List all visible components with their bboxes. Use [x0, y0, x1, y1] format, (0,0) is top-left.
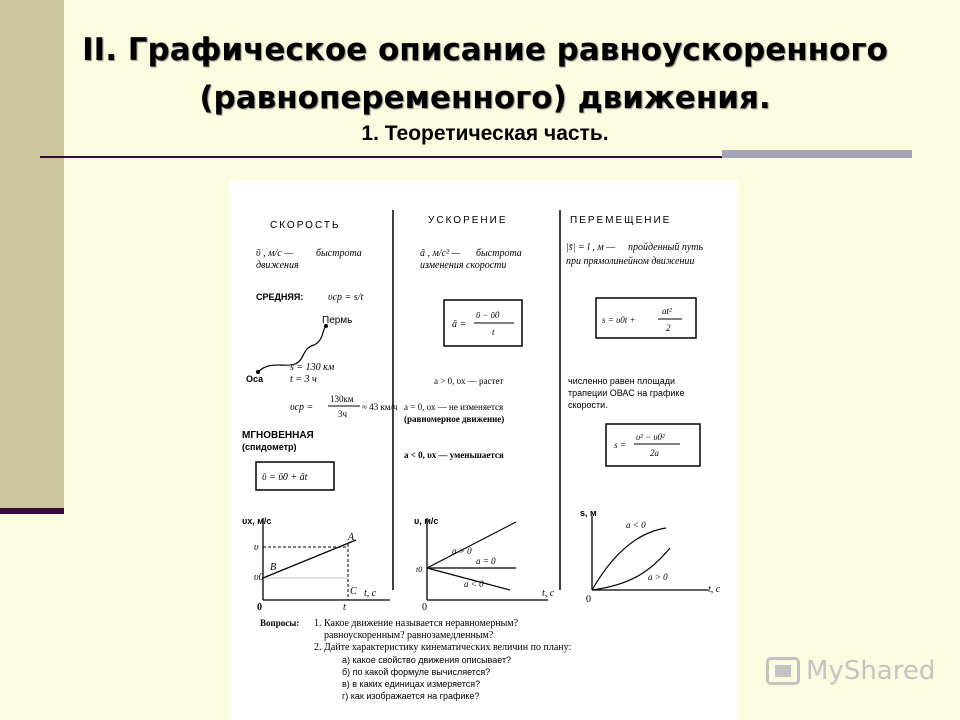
questions-label: Вопросы: — [260, 618, 300, 628]
heading-speed: СКОРОСТЬ — [270, 220, 341, 231]
city-end-label: Пермь — [322, 315, 353, 326]
instant-speed-note: (спидометр) — [242, 442, 297, 452]
accel-case-zero-note: (равномерное движение) — [404, 414, 505, 424]
disp-def-symbol: |s̄| = l , м — — [566, 242, 616, 253]
calc-left: υср = — [290, 402, 314, 413]
scanned-page — [230, 180, 738, 720]
question-2c: в) в каких единицах измеряется? — [342, 679, 481, 689]
question-2: 2. Дайте характеристику кинематических величин по плану: — [314, 642, 572, 653]
graph1-point-c: C — [350, 586, 357, 597]
avg-speed-label: СРЕДНЯЯ: — [256, 292, 304, 302]
calc-result: ≈ 43 км/ч — [362, 402, 398, 412]
graph1-xlabel: t, c — [364, 588, 377, 599]
graph1-v-label: υ — [254, 542, 259, 553]
left-decor-bar — [0, 0, 64, 512]
left-accent-line — [0, 508, 64, 514]
graph1-origin: 0 — [257, 602, 262, 613]
question-1b: равноускоренным? равнозамедленным? — [324, 630, 494, 641]
watermark — [766, 656, 935, 686]
title-rule-accent — [722, 150, 912, 158]
city-start-label: Оса — [246, 374, 264, 384]
accel-case-zero: a = 0, υx — не изменяется — [404, 402, 504, 412]
speed-def-text2: движения — [256, 260, 299, 271]
accel-case-negative: a < 0, υx — уменьшается — [404, 450, 504, 460]
disp-def-text1: пройденный путь — [628, 242, 704, 253]
accel-formula-num: ῡ − ῡ0 — [476, 310, 500, 320]
graph1-t-label: t — [343, 602, 346, 613]
presentation-board-icon — [766, 657, 800, 685]
disp-formula1-left: s = υ0t + — [602, 315, 636, 325]
calc-numerator: 130км — [330, 394, 354, 404]
accel-case-positive: a > 0, υx — растет — [434, 376, 504, 386]
graph1-point-a: A — [348, 532, 355, 543]
disp-note-line3: скорости. — [568, 400, 608, 410]
accel-def-text2: изменения скорости — [420, 260, 507, 271]
disp-formula2-den: 2a — [650, 448, 659, 458]
instant-formula: ῡ = ῡ0 + āt — [262, 472, 308, 483]
watermark-text: MyShared — [806, 656, 936, 686]
graph2-label-a-pos: a > 0 — [452, 546, 472, 556]
heading-displacement: ПЕРЕМЕЩЕНИЕ — [570, 215, 672, 226]
question-2d: г) как изображается на графике? — [342, 691, 480, 701]
accel-formula-den: t — [492, 327, 495, 337]
graph1-v0-label: υ0 — [254, 572, 264, 583]
graph3-origin: 0 — [586, 594, 591, 605]
graph3-xlabel: t, c — [708, 584, 721, 595]
slide-title-line1: II. Графическое описание равноускоренного — [82, 32, 888, 68]
question-1a: 1. Какое движение называется неравномерным? — [314, 618, 519, 629]
graph3-label-a-pos: a > 0 — [648, 572, 668, 582]
graph2-xlabel: t, c — [542, 588, 555, 599]
calc-denominator: 3ч — [338, 409, 348, 419]
accel-def-text1: быстрота — [476, 248, 522, 259]
disp-note-line2: трапеции ОВАС на графике — [568, 388, 685, 398]
graph2-label-a-neg: a < 0 — [464, 579, 484, 589]
disp-formula2-left: s = — [614, 440, 626, 450]
graph2-ylabel: υ, м/с — [414, 516, 439, 526]
graph1-point-b: B — [270, 562, 277, 573]
accel-def-symbol: ā , м/с² — — [420, 248, 461, 259]
graph1-ylabel: υx, м/с — [242, 516, 272, 526]
slide-subtitle: 1. Теоретическая часть. — [361, 122, 609, 145]
disp-formula1-num: at² — [662, 306, 672, 316]
graph2-label-a-zero: a = 0 — [476, 556, 496, 566]
graph2-v0-label: t0 — [416, 565, 423, 574]
question-2a: а) какое свойство движения описывает? — [342, 655, 512, 665]
graph2-origin: 0 — [422, 602, 427, 613]
avg-speed-formula: υср = s/t — [328, 292, 364, 303]
accel-formula-left: ā = — [452, 319, 467, 330]
graph1-velocity-line — [263, 540, 356, 578]
disp-note-line1: численно равен площади — [568, 376, 676, 386]
instant-speed-label: МГНОВЕННАЯ — [242, 430, 314, 441]
question-2b: б) по какой формуле вычисляется? — [342, 667, 491, 677]
graph3-ylabel: s, м — [580, 508, 597, 518]
disp-formula2-num: υ² − υ0² — [636, 432, 665, 442]
disp-def-text2: при прямолинейном движении — [566, 256, 695, 267]
speed-def-text1: быстрота — [316, 248, 362, 259]
graph3-curve-a-pos — [592, 548, 670, 590]
graph2-line-a-pos — [427, 522, 516, 568]
disp-formula1-den: 2 — [666, 323, 671, 333]
heading-acceleration: УСКОРЕНИЕ — [428, 215, 508, 226]
distance-value: s = 130 км — [290, 362, 335, 373]
time-value: t = 3 ч — [290, 374, 317, 385]
speed-def-symbol: ῡ , м/с — — [256, 248, 294, 259]
slide-title-line2: (равнопеременного) движения. — [199, 80, 771, 116]
graph3-label-a-neg: a < 0 — [626, 520, 646, 530]
